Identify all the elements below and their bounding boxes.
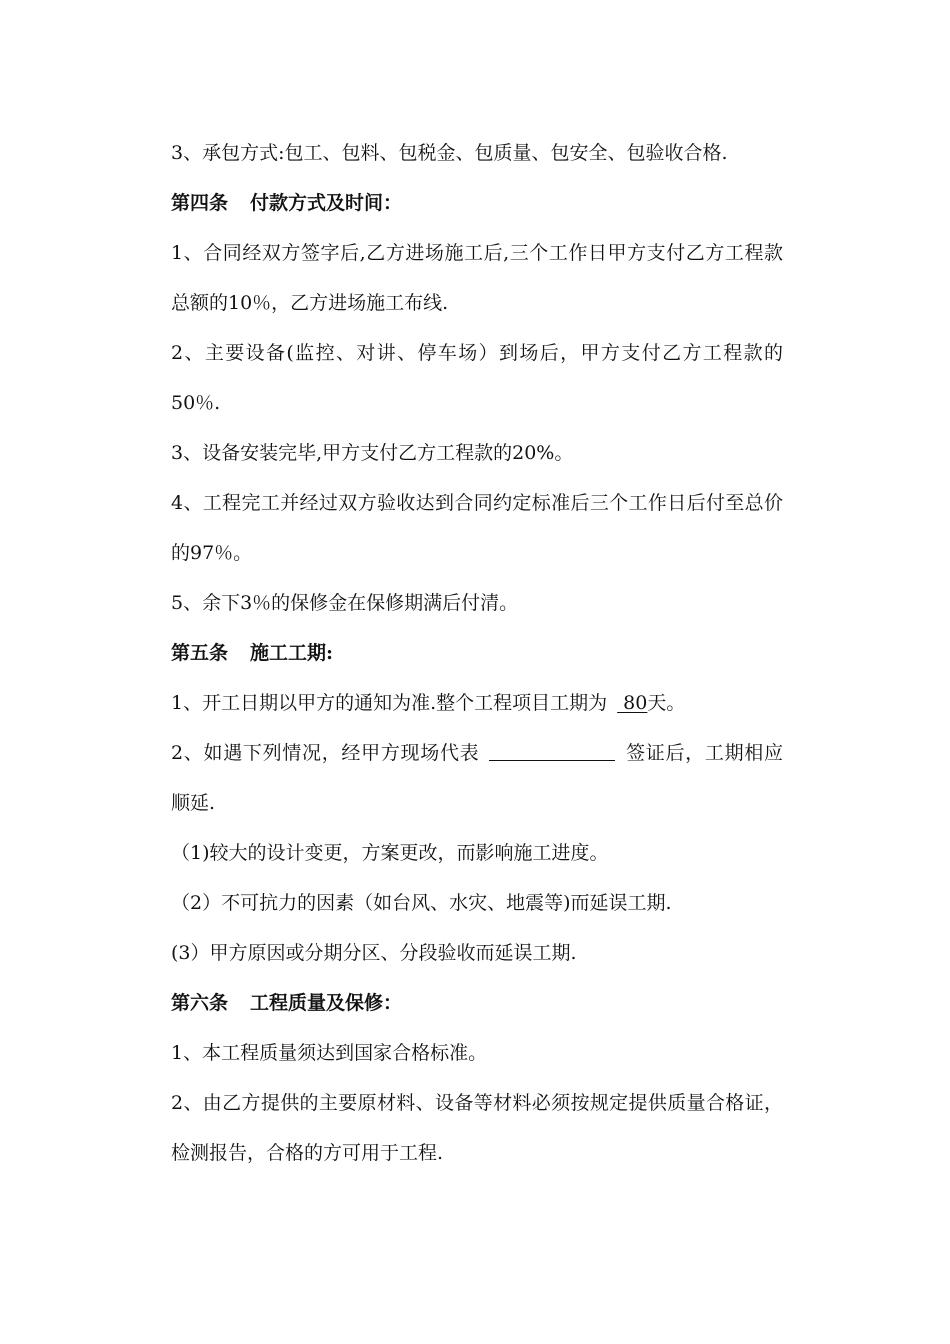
article-6-title: 工程质量及保修： xyxy=(250,992,403,1014)
clause-4-2: 2、主要设备(监控、对讲、停车场）到场后，甲方支付乙方工程款的50％. xyxy=(171,342,783,414)
clause-4-5: 5、余下3％的保修金在保修期满后付清。 xyxy=(171,592,519,614)
article-4-heading xyxy=(171,178,783,228)
article-4-title: 付款方式及时间： xyxy=(250,192,403,214)
clause-4-1: 1、合同经双方签字后,乙方进场施工后,三个工作日甲方支付乙方工程款总额的10％，乙方进场施工布线. xyxy=(171,242,783,314)
clause-5-2-suffix: 签证后，工期相应顺延. xyxy=(171,742,783,814)
clause-3-3: 3、承包方式:包工、包料、包税金、包质量、包安全、包验收合格. xyxy=(171,142,728,164)
representative-blank xyxy=(489,738,615,761)
article-5-heading xyxy=(171,628,783,678)
article-6-number: 第六条 xyxy=(171,992,229,1014)
article-6-heading xyxy=(171,978,783,1028)
article-5-title: 施工工期: xyxy=(250,642,334,664)
article-4-number: 第四条 xyxy=(171,192,229,214)
clause-5-1-text: 1、开工日期以甲方的通知为准.整个工程项目工期为 xyxy=(171,692,608,714)
clause-6-1: 1、本工程质量须达到国家合格标准。 xyxy=(171,1042,488,1064)
contract-page xyxy=(171,128,783,1178)
condition-3: (3）甲方原因或分期分区、分段验收而延误工期. xyxy=(171,942,577,964)
condition-1: （1)较大的设计变更，方案更改，而影响施工进度。 xyxy=(171,842,609,864)
clause-5-2-text: 2、如遇下列情况，经甲方现场代表 xyxy=(171,742,480,764)
clause-5-1 xyxy=(171,678,783,728)
clause-5-1-suffix: 天。 xyxy=(647,692,686,714)
clause-4-3: 3、设备安装完毕,甲方支付乙方工程款的20%。 xyxy=(171,442,574,464)
article-5-number: 第五条 xyxy=(171,642,229,664)
clause-6-2: 2、由乙方提供的主要原材料、设备等材料必须按规定提供质量合格证，检测报告，合格的方可用于工程. xyxy=(171,1092,783,1164)
clause-5-2 xyxy=(171,728,783,828)
clause-4-4: 4、工程完工并经过双方验收达到合同约定标准后三个工作日后付至总价的97％。 xyxy=(171,492,783,564)
condition-2: （2）不可抗力的因素（如台风、水灾、地震等)而延误工期. xyxy=(171,892,672,914)
duration-days-value: 80 xyxy=(617,692,648,714)
